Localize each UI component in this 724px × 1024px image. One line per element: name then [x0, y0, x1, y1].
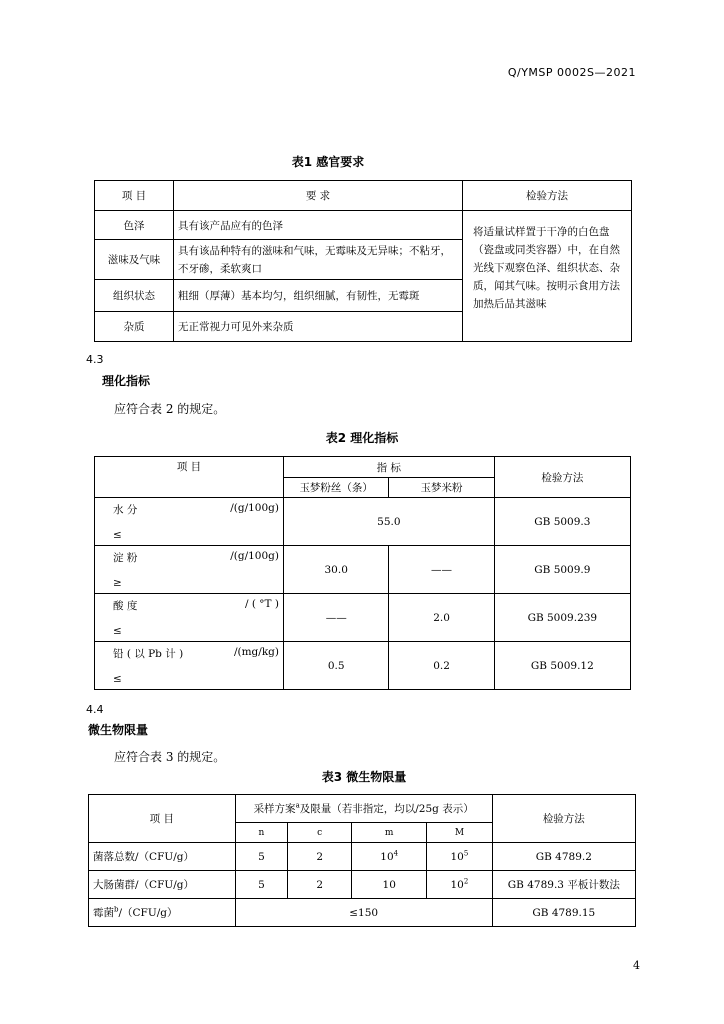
t3-header-method: 检验方法 — [492, 795, 635, 843]
t3-row-method: GB 4789.2 — [492, 843, 635, 871]
t2-item-name: 水 分 — [113, 504, 138, 516]
t2-value-col1: —— — [284, 594, 389, 642]
t2-value-col2: —— — [389, 546, 494, 594]
t3-sub-M: M — [427, 823, 492, 843]
t3-row-method: GB 4789.15 — [492, 899, 635, 927]
t2-item-sign: ≤ — [113, 529, 122, 541]
t2-row-item — [95, 498, 284, 546]
section-number: 4.3 — [86, 353, 104, 366]
t2-header-col2: 玉梦米粉 — [389, 478, 494, 498]
t2-item-name: 淀 粉 — [113, 552, 138, 564]
t2-row-item — [95, 642, 284, 690]
t1-row-requirement: 粗细（厚薄）基本均匀，组织细腻，有韧性，无霉斑 — [174, 280, 463, 312]
t2-method: GB 5009.3 — [494, 498, 630, 546]
t2-item-name: 铅 ( 以 Pb 计 ) — [113, 648, 184, 660]
t3-sub-n: n — [235, 823, 288, 843]
t2-value-col2: 0.2 — [389, 642, 494, 690]
t2-header-index: 指 标 — [284, 457, 495, 478]
t3-row-item: 霉菌$^b$/（CFU/g） — [89, 899, 236, 927]
t3-header-plan: 采样方案$^a$及限量（若非指定，均以/25g 表示） — [235, 795, 492, 823]
table3-caption: 表3 微生物限量 — [321, 770, 407, 784]
t2-item-unit: / ( °T ) — [245, 598, 279, 610]
t1-header-method: 检验方法 — [463, 181, 632, 211]
t3-row-m: $10^4$ — [352, 843, 427, 871]
t3-mold-limit: ≤150 — [235, 899, 492, 927]
t1-row-item: 滋味及气味 — [95, 240, 174, 280]
t2-row-item — [95, 594, 284, 642]
t2-value-merged: 55.0 — [284, 498, 495, 546]
t3-row-item: 大肠菌群/（CFU/g） — [89, 871, 236, 899]
t3-row-M: $10^2$ — [427, 871, 492, 899]
t1-row-requirement: 具有该品种特有的滋味和气味，无霉味及无异味；不粘牙，不牙碜，柔软爽口 — [174, 240, 463, 280]
t2-row-item — [95, 546, 284, 594]
t3-row-n: 5 — [235, 843, 288, 871]
t2-header-item: 项 目 — [95, 457, 284, 498]
t2-item-unit: /(g/100g) — [230, 502, 279, 514]
t2-value-col1: 0.5 — [284, 642, 389, 690]
t3-row-c: 2 — [288, 843, 352, 871]
section-title: 理化指标 — [102, 374, 151, 388]
t3-row-n: 5 — [235, 871, 288, 899]
t2-item-unit: /(mg/kg) — [233, 646, 279, 658]
t3-row-method: GB 4789.3 平板计数法 — [492, 871, 635, 899]
t2-item-name: 酸 度 — [113, 600, 138, 612]
t2-item-sign: ≥ — [113, 577, 122, 589]
t2-value-col1: 30.0 — [284, 546, 389, 594]
t3-row-m: 10 — [352, 871, 427, 899]
t3-header-item: 项 目 — [89, 795, 236, 843]
t3-sub-m: m — [352, 823, 427, 843]
t1-row-requirement: 具有该产品应有的色泽 — [174, 211, 463, 240]
t2-item-sign: ≤ — [113, 673, 122, 685]
physicochemical-table — [94, 456, 631, 690]
t2-method: GB 5009.239 — [494, 594, 630, 642]
t2-method: GB 5009.12 — [494, 642, 630, 690]
t3-row-M: $10^5$ — [427, 843, 492, 871]
section-paragraph: 应符合表 3 的规定。 — [114, 750, 226, 764]
t1-row-item: 组织状态 — [95, 280, 174, 312]
page-number: 4 — [633, 959, 640, 972]
t2-item-sign: ≤ — [113, 625, 122, 637]
t3-row-item: 菌落总数/（CFU/g） — [89, 843, 236, 871]
t3-row-c: 2 — [288, 871, 352, 899]
t2-header-col1: 玉梦粉丝（条） — [284, 478, 389, 498]
t1-row-item: 杂质 — [95, 312, 174, 342]
section-number: 4.4 — [86, 703, 104, 716]
t1-row-requirement: 无正常视力可见外来杂质 — [174, 312, 463, 342]
sensory-requirements-table — [94, 180, 632, 342]
t2-item-unit: /(g/100g) — [230, 550, 279, 562]
t1-header-item: 项 目 — [95, 181, 174, 211]
microbial-limits-table — [88, 794, 636, 927]
t1-header-requirement: 要 求 — [174, 181, 463, 211]
table2-caption: 表2 理化指标 — [325, 431, 399, 445]
t3-sub-c: c — [288, 823, 352, 843]
section-title: 微生物限量 — [88, 723, 149, 737]
t1-row-item: 色泽 — [95, 211, 174, 240]
t2-method: GB 5009.9 — [494, 546, 630, 594]
footnote-a-marker: a — [295, 801, 300, 810]
document-code: Q/YMSP 0002S—2021 — [507, 66, 636, 79]
t1-method-text: 将适量试样置于干净的白色盘（瓷盘或同类容器）中，在自然光线下观察色泽、组织状态、杂质，闻其气味。按明示食用方法加热后品其滋味 — [463, 211, 632, 342]
section-paragraph: 应符合表 2 的规定。 — [114, 402, 226, 416]
footnote-b-marker: b — [114, 905, 119, 914]
t2-header-method: 检验方法 — [494, 457, 630, 498]
t2-value-col2: 2.0 — [389, 594, 494, 642]
table1-caption: 表1 感官要求 — [291, 155, 365, 169]
